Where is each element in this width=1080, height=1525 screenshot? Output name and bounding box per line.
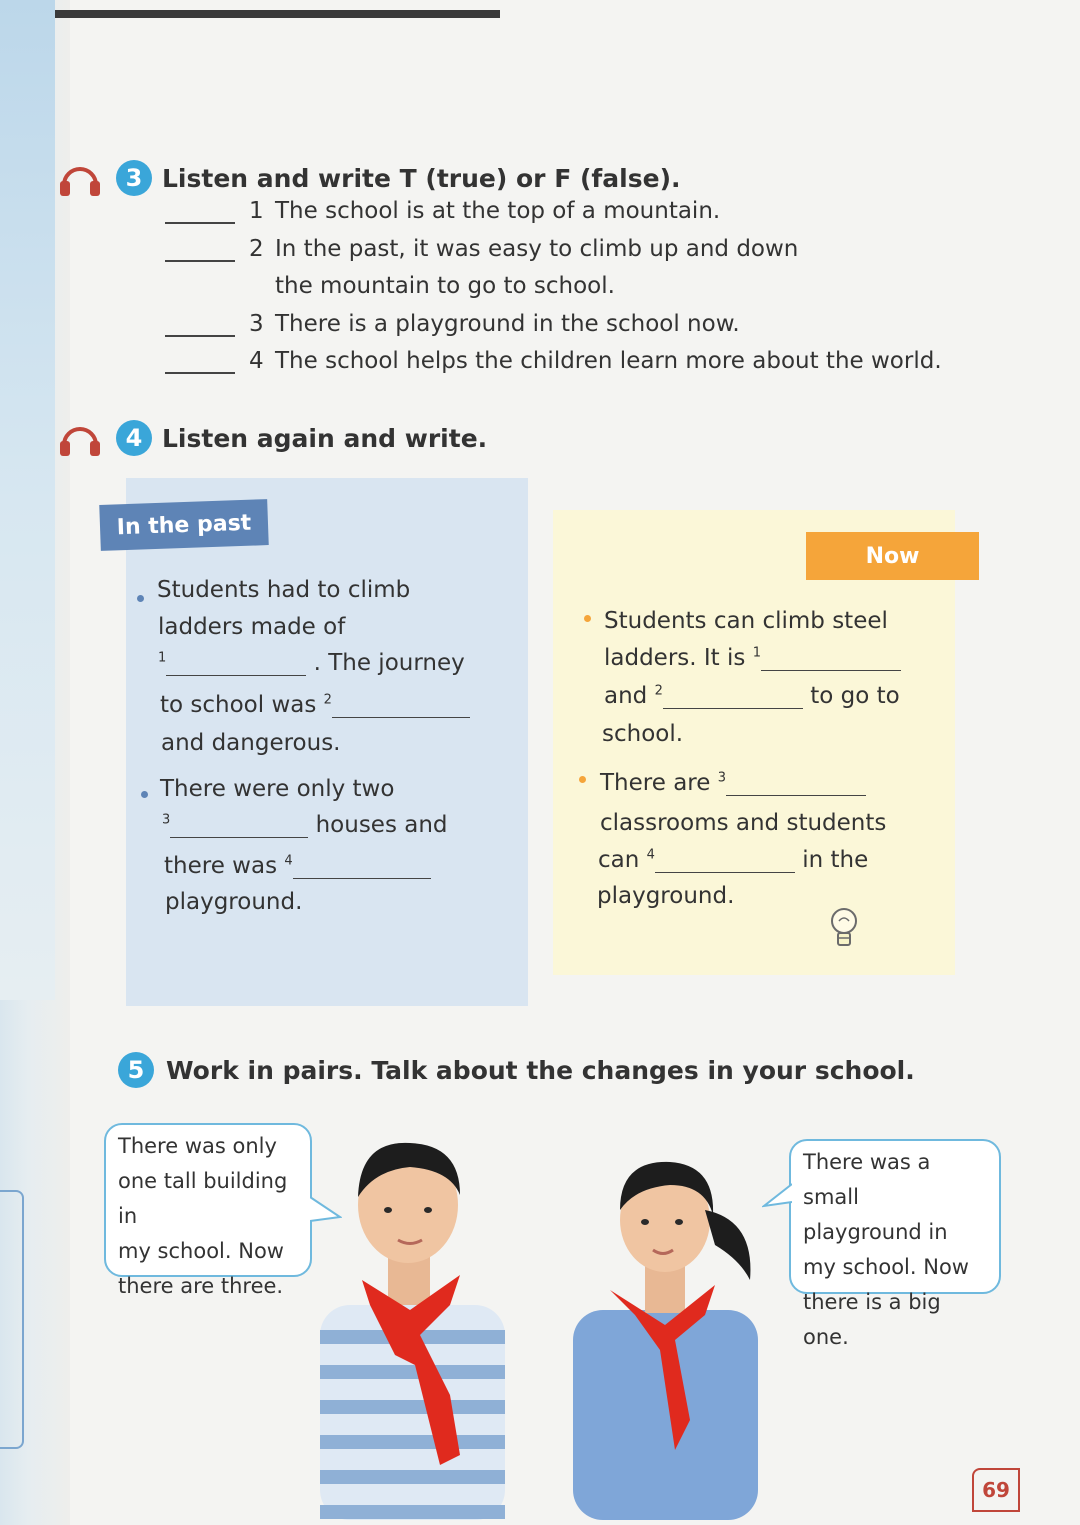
now-blank-1[interactable]	[761, 648, 901, 671]
bullet	[137, 595, 144, 602]
past-b1-line1: Students had to climb	[157, 577, 411, 603]
bubble-line: There was only	[118, 1134, 277, 1158]
past-blank-4[interactable]	[293, 856, 431, 879]
exercise-5-heading	[118, 1052, 915, 1088]
now-b2-line3: can $^4$ in the	[598, 847, 869, 873]
now-b1-line3-end: to go to	[810, 683, 900, 709]
girl-illustration	[565, 1150, 765, 1520]
answer-blank-2[interactable]	[165, 236, 235, 262]
lightbulb-icon	[828, 906, 860, 952]
question-3	[165, 311, 740, 337]
question-text: The school is at the top of a mountain.	[275, 198, 721, 224]
past-b2-line1: There were only two	[160, 776, 395, 802]
past-b1-line4: to school was $^2$	[160, 692, 470, 718]
top-bar	[55, 10, 500, 18]
now-b1-line2: ladders. It is $^1$	[604, 645, 901, 671]
bubble-line: my school. Now	[118, 1239, 284, 1263]
exercise-5-title: Work in pairs. Talk about the changes in your school.	[166, 1055, 915, 1085]
past-b2-line3-text: there was	[164, 853, 278, 879]
exercise-3-title: Listen and write T (true) or F (false).	[162, 163, 681, 193]
exercise-3-heading	[116, 160, 681, 196]
speech-bubble-right	[789, 1139, 1001, 1349]
bubble-line: playground in	[803, 1220, 948, 1244]
now-b1-line4: school.	[602, 721, 684, 747]
past-b1-line4-text: to school was	[160, 692, 317, 718]
exercise-4-heading	[116, 420, 487, 456]
question-2	[165, 236, 798, 262]
past-b2-line2: $^3$ houses and	[162, 812, 448, 838]
speech-bubble-left	[104, 1123, 312, 1298]
past-b2-line3: there was $^4$	[164, 853, 431, 879]
exercise-5-number: 5	[118, 1052, 154, 1088]
past-b1-line3-text: . The journey	[313, 650, 465, 676]
now-b1-line2-text: ladders. It is	[604, 645, 746, 671]
now-b2-line1-text: There are	[600, 770, 711, 796]
left-page-bracket	[0, 1190, 24, 1449]
exercise-3-number: 3	[116, 160, 152, 196]
now-label: Now	[806, 532, 979, 580]
past-b1-line3: $^1$ . The journey	[158, 650, 465, 676]
now-b2-line4: playground.	[597, 883, 735, 909]
question-number: 2	[249, 236, 264, 262]
boy-illustration	[300, 1135, 515, 1520]
question-1	[165, 198, 720, 224]
past-blank-2[interactable]	[332, 695, 470, 718]
question-4	[165, 348, 942, 374]
now-blank-2[interactable]	[663, 686, 803, 709]
now-blank-3[interactable]	[726, 773, 866, 796]
page-number: 69	[972, 1468, 1020, 1512]
exercise-4-number: 4	[116, 420, 152, 456]
past-b1-line2: ladders made of	[158, 614, 346, 640]
now-b1-line1: Students can climb steel	[604, 608, 888, 634]
past-b1-line5: and dangerous.	[161, 730, 341, 756]
now-blank-4[interactable]	[655, 850, 795, 873]
headphones-icon	[58, 163, 102, 197]
now-b2-line3-text: can	[598, 847, 640, 873]
bubble-line: my school. Now	[803, 1255, 969, 1279]
past-blank-3[interactable]	[170, 815, 308, 838]
question-number: 4	[249, 348, 264, 374]
headphones-icon	[58, 423, 102, 457]
question-number: 3	[249, 311, 264, 337]
past-b2-line4: playground.	[165, 889, 303, 915]
question-text: In the past, it was easy to climb up and down	[275, 236, 799, 262]
bubble-tail-right	[762, 1180, 792, 1210]
question-text: The school helps the children learn more about the world.	[275, 348, 942, 374]
answer-blank-4[interactable]	[165, 348, 235, 374]
question-text: There is a playground in the school now.	[275, 311, 740, 337]
past-label: In the past	[99, 499, 269, 551]
exercise-4-title: Listen again and write.	[162, 423, 488, 453]
bubble-line: one tall building in	[118, 1169, 288, 1228]
page-edge-strip	[0, 0, 55, 1000]
bullet	[584, 615, 591, 622]
now-b1-line3: and $^2$ to go to	[604, 683, 900, 709]
bubble-line: there is a big one.	[803, 1290, 941, 1349]
bubble-line: There was a small	[803, 1150, 931, 1209]
past-blank-1[interactable]	[166, 653, 306, 676]
now-b1-line3-text: and	[604, 683, 648, 709]
question-2-continued: the mountain to go to school.	[275, 273, 615, 299]
bullet	[579, 776, 586, 783]
question-number: 1	[249, 198, 264, 224]
past-b2-line2-text: houses and	[315, 812, 448, 838]
answer-blank-1[interactable]	[165, 198, 235, 224]
now-b2-line3-end: in the	[802, 847, 869, 873]
bullet	[141, 791, 148, 798]
bubble-line: there are three.	[118, 1274, 284, 1298]
now-b2-line1: There are $^3$	[600, 770, 866, 796]
answer-blank-3[interactable]	[165, 311, 235, 337]
now-b2-line2: classrooms and students	[600, 810, 887, 836]
